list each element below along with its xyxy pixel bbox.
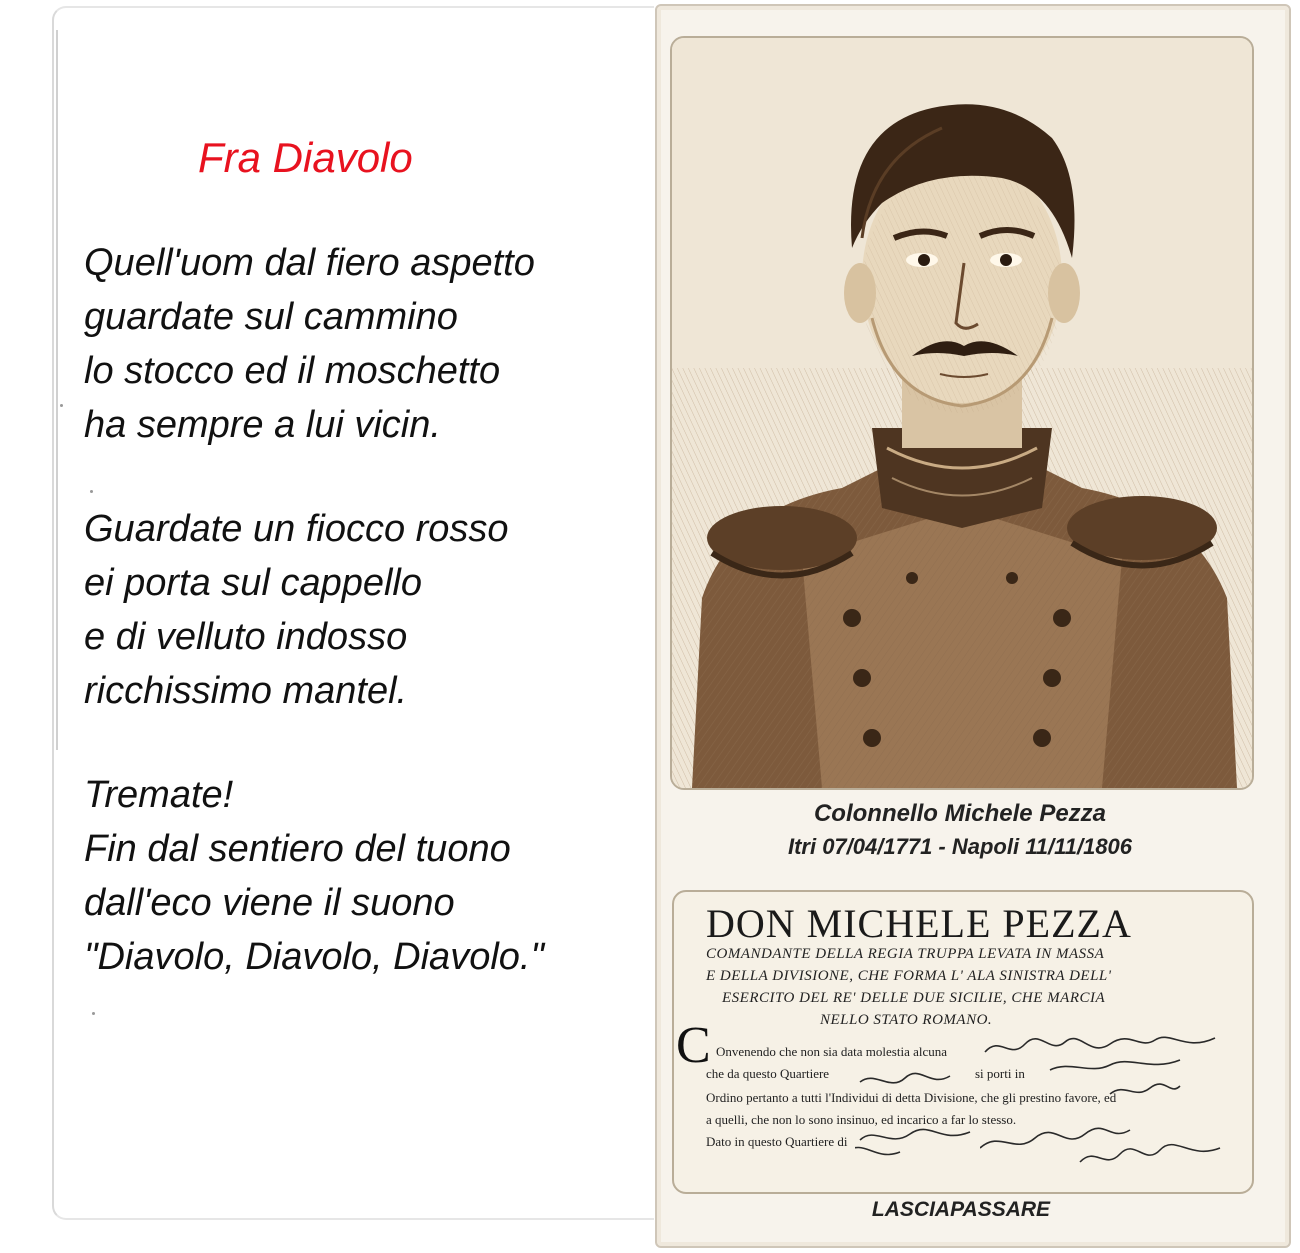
- poem-line: Fin dal sentiero del tuono: [84, 828, 511, 870]
- document-initial: C: [676, 1017, 711, 1074]
- poem-line: lo stocco ed il moschetto: [84, 350, 501, 392]
- speck: [90, 490, 93, 493]
- engraved-portrait: [672, 38, 1252, 788]
- poem-line: ricchissimo mantel.: [84, 670, 408, 712]
- speck: [92, 1012, 95, 1015]
- poem-line: "Diavolo, Diavolo, Diavolo.": [84, 936, 544, 978]
- document-subtitle-line: NELLO STATO ROMANO.: [820, 1012, 993, 1028]
- poem-stanza-1: [84, 236, 535, 452]
- document-body-line: si porti in: [975, 1066, 1025, 1081]
- portrait-caption-name: Colonnello Michele Pezza: [813, 800, 1107, 827]
- poem-stanza-3: [84, 768, 544, 984]
- poem-line: e di velluto indosso: [84, 616, 408, 658]
- poem-line: dall'eco viene il suono: [84, 882, 455, 924]
- speck: [60, 404, 63, 407]
- document-body-line: Onvenendo che non sia data molestia alcuna: [716, 1044, 948, 1059]
- poem-line: ei porta sul cappello: [84, 562, 422, 604]
- document-body-line: Ordino pertanto a tutti l'Individui di detta Divisione, che gli prestino favore, ed: [706, 1090, 1117, 1105]
- document-body-line: che da questo Quartiere: [706, 1066, 830, 1081]
- poem-line: Quell'uom dal fiero aspetto: [84, 242, 535, 284]
- document-footer-label: LASCIAPASSARE: [871, 1198, 1051, 1221]
- poem-title: Fra Diavolo: [198, 134, 413, 181]
- poem-line: ha sempre a lui vicin.: [84, 404, 441, 446]
- document-subtitle-line: COMANDANTE DELLA REGIA TRUPPA LEVATA IN MASSA: [706, 946, 1105, 962]
- handwriting-signature: [980, 1030, 1230, 1180]
- poem-line: Tremate!: [84, 774, 234, 816]
- document-subtitle-line: E DELLA DIVISIONE, CHE FORMA L' ALA SINISTRA DELL': [706, 968, 1112, 984]
- document-body-line: a quelli, che non lo sono insinuo, ed incarico a far lo stesso.: [706, 1112, 1017, 1127]
- document-body-line: Dato in questo Quartiere di: [706, 1134, 848, 1149]
- portrait-image: [670, 36, 1254, 790]
- portrait-caption-dates: Itri 07/04/1771 - Napoli 11/11/1806: [787, 834, 1133, 859]
- poem-stanza-2: [84, 502, 509, 718]
- handwriting-notes: [855, 1040, 995, 1190]
- document-subtitle-line: ESERCITO DEL RE' DELLE DUE SICILIE, CHE MARCIA: [722, 990, 1106, 1006]
- document-heading: DON MICHELE PEZZA: [706, 901, 1132, 946]
- poem-line: Guardate un fiocco rosso: [84, 508, 509, 550]
- poem-line: guardate sul cammino: [84, 296, 458, 338]
- panel-edge-line: [56, 30, 58, 750]
